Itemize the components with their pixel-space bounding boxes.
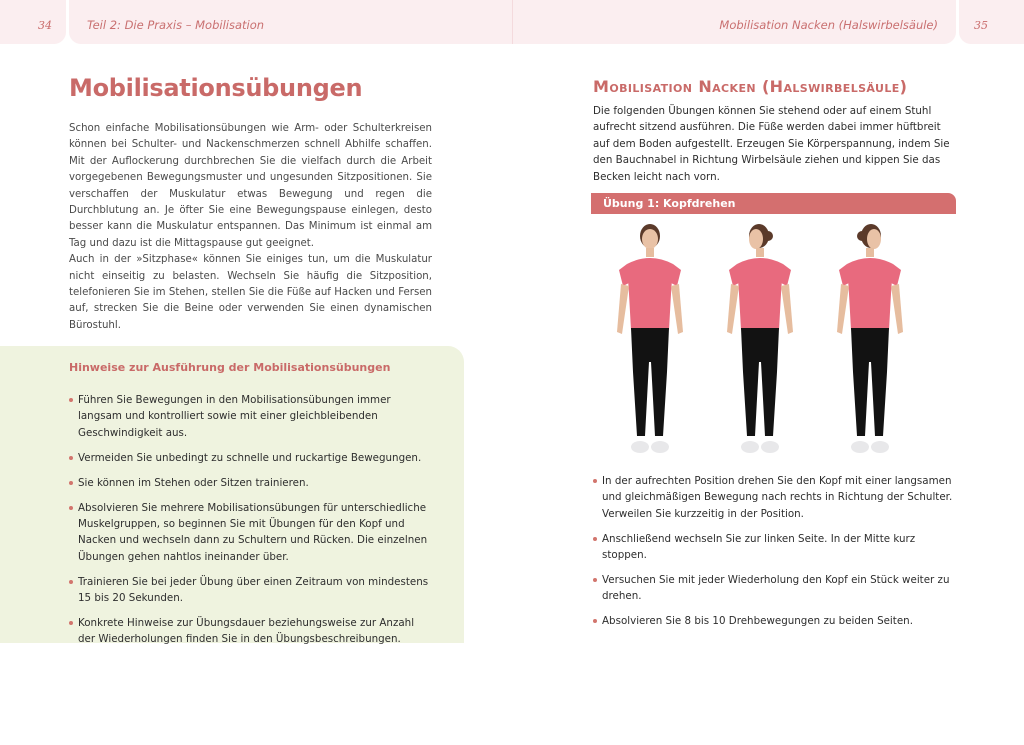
intro-paragraph: Auch in der »Sitzphase« können Sie einiges tun, um die Muskulatur nicht einseitig zu belasten. Wechseln Sie häufig die Sitzposition, telefonieren Sie im Stehen, stellen Sie die Füße auf Hacken und Fersen auf, strecken Sie die Beine oder verwenden Sie einen dynamischen Bürostuhl. <box>69 254 432 331</box>
list-item <box>593 473 958 522</box>
list-item <box>593 531 958 564</box>
bullet-icon <box>593 619 597 623</box>
list-item <box>69 615 429 648</box>
left-page-title: Mobilisationsübungen <box>69 74 363 102</box>
list-item <box>69 450 429 466</box>
bullet-icon <box>69 580 73 584</box>
hint-text: Absolvieren Sie mehrere Mobilisationsübungen für unterschiedliche Muskelgruppen, so beginnen Sie mit Übungen für den Kopf und Nacken und wechseln dann zu Schultern und Rücken. Die einzelnen Übungen gehen nahtlos ineinander über. <box>78 501 428 563</box>
bullet-icon <box>69 506 73 510</box>
step-text: Versuchen Sie mit jeder Wiederholung den Kopf ein Stück weiter zu drehen. <box>602 574 950 603</box>
woman-head-turned-right-photo <box>715 222 805 462</box>
hint-text: Trainieren Sie bei jeder Übung über einen Zeitraum von mindestens 15 bis 20 Sekunden. <box>78 575 429 605</box>
list-item <box>69 574 429 607</box>
bullet-icon <box>69 621 73 625</box>
hint-text: Sie können im Stehen oder Sitzen trainieren. <box>78 476 309 489</box>
hint-text: Führen Sie Bewegungen in den Mobilisationsübungen immer langsam und kontrolliert sowie mit einer gleichbleibenden Geschwindigkeit aus. <box>78 394 391 439</box>
hints-title: Hinweise zur Ausführung der Mobilisationsübungen <box>69 361 391 374</box>
left-intro-text <box>69 121 432 334</box>
list-item <box>69 392 429 441</box>
right-page-title: Mobilisation Nacken (Halswirbelsäule) <box>593 77 908 96</box>
page-header <box>0 0 1024 47</box>
right-running-header <box>513 0 956 44</box>
list-item <box>69 500 429 566</box>
bullet-icon <box>69 481 73 485</box>
list-item <box>593 613 958 629</box>
left-page-number-tab <box>0 0 66 44</box>
left-page-number: 34 <box>38 19 52 32</box>
hint-text: Konkrete Hinweise zur Übungsdauer beziehungsweise zur Anzahl der Wiederholungen finden Sie in den Übungsbeschreibungen. <box>78 616 415 646</box>
right-page-number-tab <box>959 0 1024 44</box>
step-text: Anschließend wechseln Sie zur linken Seite. In der Mitte kurz stoppen. <box>602 532 916 562</box>
bullet-icon <box>593 578 597 582</box>
step-text: In der aufrechten Position drehen Sie den Kopf mit einer langsamen und gleichmäßigen Bewegung nach rechts in Richtung der Schulter. Verweilen Sie kurzzeitig in der Position. <box>602 475 953 520</box>
hints-list <box>69 392 429 656</box>
hint-text: Vermeiden Sie unbedingt zu schnelle und ruckartige Bewegungen. <box>78 451 422 464</box>
exercise-title: Übung 1: Kopfdrehen <box>603 197 736 210</box>
step-text: Absolvieren Sie 8 bis 10 Drehbewegungen zu beiden Seiten. <box>602 615 913 628</box>
exercise-photos <box>605 222 915 462</box>
right-running-title: Mobilisation Nacken (Halswirbelsäule) <box>719 18 938 32</box>
list-item <box>593 572 958 605</box>
bullet-icon <box>69 398 73 402</box>
woman-facing-front-photo <box>605 222 695 462</box>
right-page-number: 35 <box>974 19 988 32</box>
bullet-icon <box>593 537 597 541</box>
bullet-icon <box>69 456 73 460</box>
right-intro-text: Die folgenden Übungen können Sie stehend oder auf einem Stuhl aufrecht sitzend ausführen. Die Füße werden dabei immer hüftbreit auf dem Boden aufgestellt. Erzeugen Sie Körperspannung, indem Sie den Bauchnabel in Richtung Wirbelsäule ziehen und kippen Sie das Becken leicht nach vorn. <box>593 105 950 183</box>
intro-paragraph: Schon einfache Mobilisationsübungen wie Arm- oder Schulterkreisen können bei Schulter- und Nackenschmerzen schnell Abhilfe schaffen. Mit der Auflockerung durchbrechen Sie die vielfach durch die Arbeit vorgegebenen Bewegungsmuster und ungesunden Sitzpositionen. Sie verschaffen der Muskulatur etwas Bewegung und regen die Durchblutung an. Je öfter Sie eine Bewegungspause einlegen, desto besser kann die Muskulatur entspannen. Das Minimum ist einmal am Tag und dazu ist die Mittagspause gut geeignet. <box>69 123 432 249</box>
woman-head-turned-left-photo <box>825 222 915 462</box>
left-running-header <box>69 0 513 44</box>
exercise-steps-list <box>593 473 958 638</box>
bullet-icon <box>593 479 597 483</box>
list-item <box>69 475 429 491</box>
exercise-heading-bar <box>591 193 956 214</box>
left-running-title: Teil 2: Die Praxis – Mobilisation <box>87 18 265 32</box>
